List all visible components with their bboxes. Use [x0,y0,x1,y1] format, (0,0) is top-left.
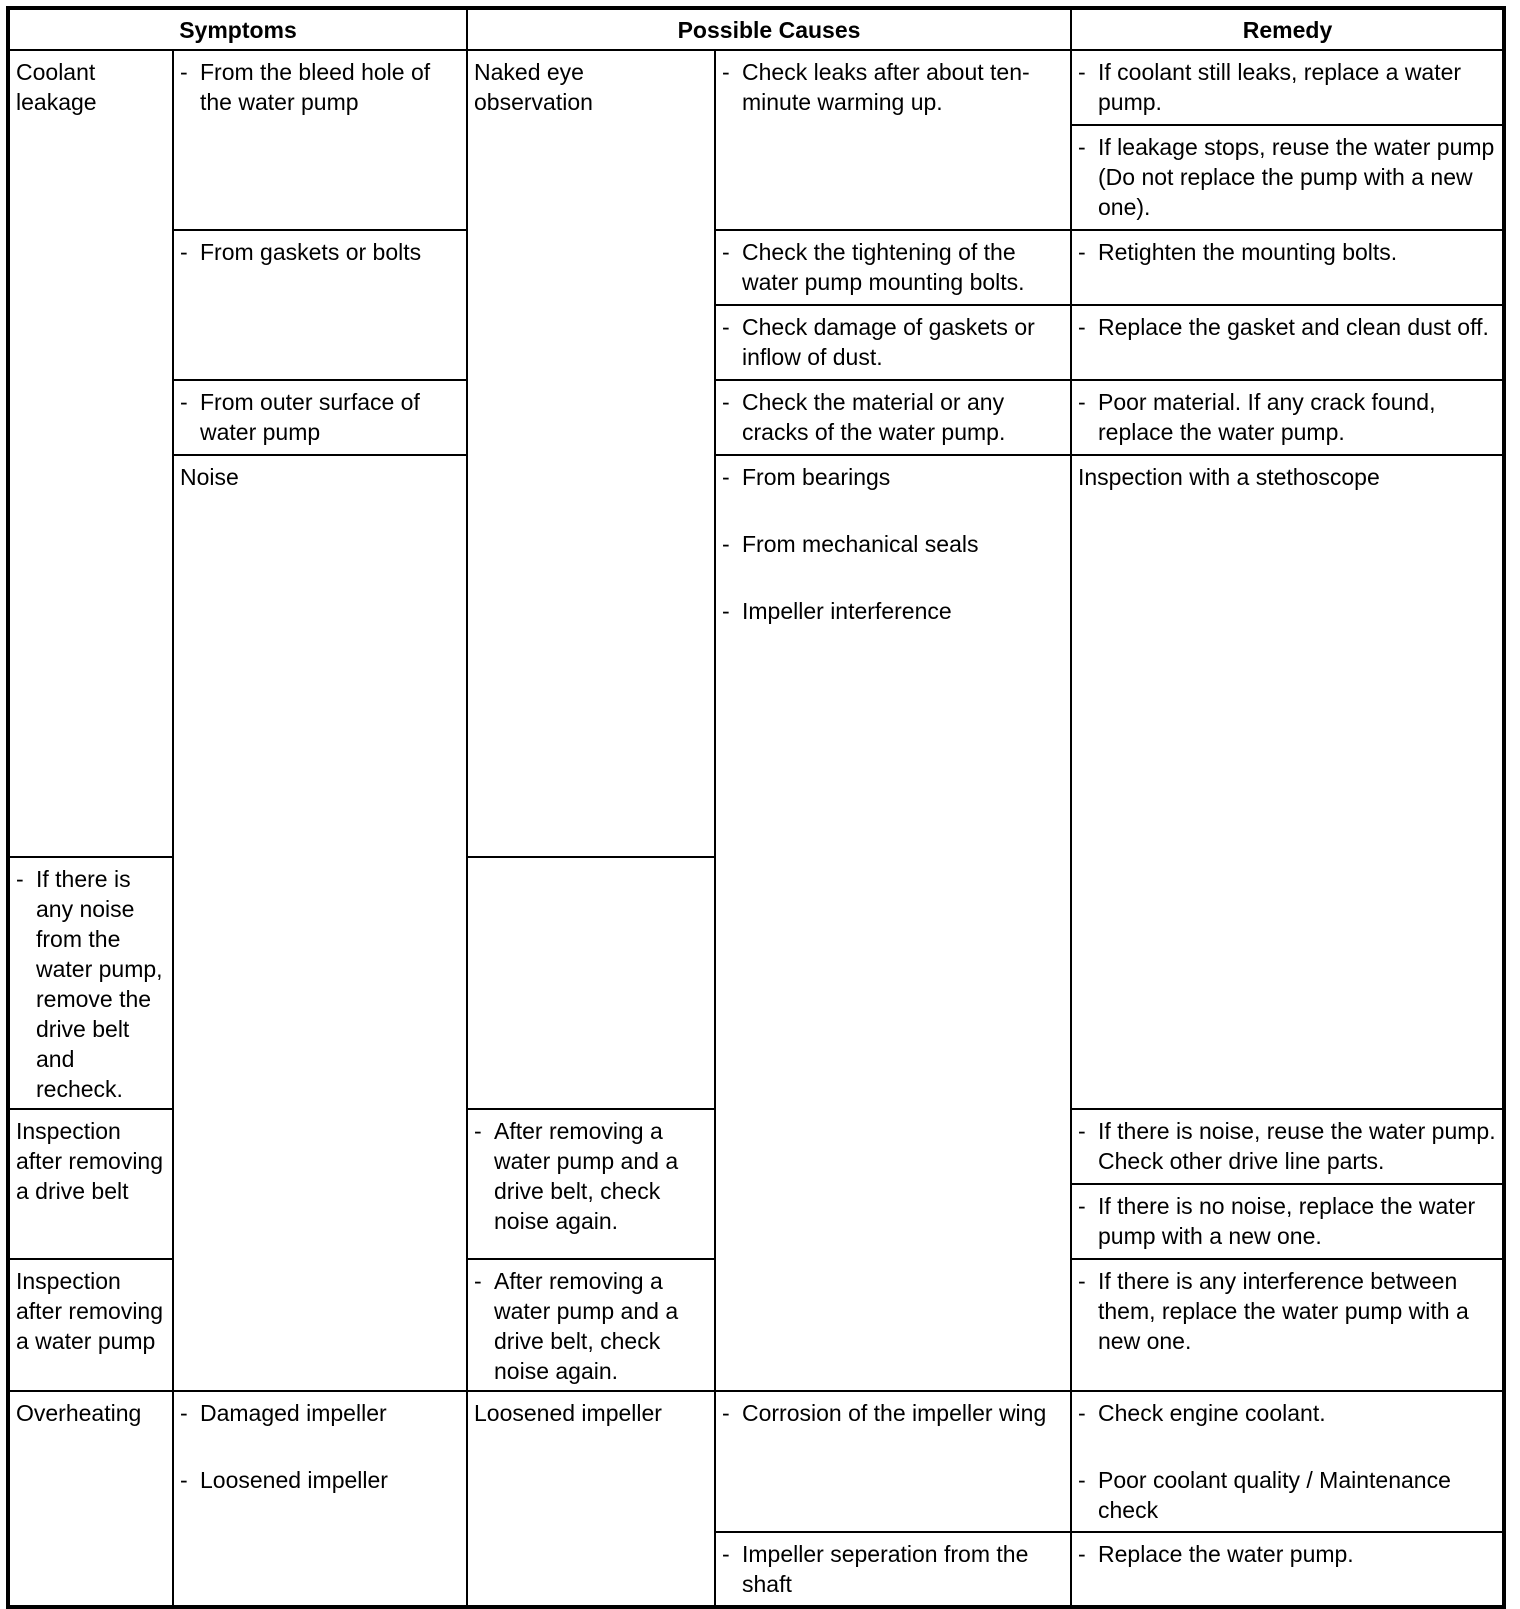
check-item: - Corrosion of the impeller wing [722,1398,1064,1428]
header-symptoms: Symptoms [8,8,467,50]
check-cell [715,380,1071,455]
sub-symptom-cell [715,455,1071,1391]
symptom-noise: Noise [173,455,467,1391]
symptom-overheating: Overheating [8,1391,173,1607]
check-cell [715,230,1071,305]
check-item: - Check the tightening of the water pump mounting bolts. [722,237,1064,297]
remedy-item: - If coolant still leaks, replace a water pump. [1078,57,1497,117]
check-cell [715,1532,1071,1607]
remedy-cell [1071,1532,1504,1607]
remedy-item: - If there is no noise, replace the water pump with a new one. [1078,1191,1497,1251]
check-item: - Check leaks after about ten-minute warming up. [722,57,1064,117]
table-row [8,455,1504,857]
table-row [8,1391,1504,1532]
sub-symptom-item: - From bearings [722,462,1064,492]
sub-symptom-item: - From gaskets or bolts [180,237,460,267]
sub-symptom-item: - Impeller interference [722,596,1064,626]
check-cell [715,1391,1071,1532]
cause-loosened-impeller: Loosened impeller [467,1391,715,1607]
remedy-cell [1071,50,1504,125]
remedy-cell [1071,125,1504,230]
remedy-item: - If there is any interference between them, replace the water pump with a new one. [1078,1266,1497,1356]
cause-water-pump: Inspection after removing a water pump [8,1259,173,1391]
check-item: - After removing a water pump and a drive belt, check noise again. [474,1116,708,1236]
table-row [8,50,1504,125]
sub-symptom-cell [173,230,467,380]
check-item: - Check the material or any cracks of the water pump. [722,387,1064,447]
check-cell [715,305,1071,380]
header-remedy: Remedy [1071,8,1504,50]
remedy-cell [1071,1184,1504,1259]
remedy-cell [1071,1391,1504,1532]
sub-symptom-item: - Loosened impeller [180,1465,460,1495]
sub-symptom-cell [173,380,467,455]
remedy-item: - Replace the water pump. [1078,1539,1497,1569]
remedy-cell [1071,1109,1504,1184]
cause-naked-eye: Naked eye observation [467,50,715,857]
remedy-item: - If there is any noise from the water pump, remove the drive belt and recheck. [16,864,166,1104]
remedy-cell [1071,380,1504,455]
remedy-item: - Retighten the mounting bolts. [1078,237,1497,267]
table-row [8,230,1504,305]
check-item: - After removing a water pump and a drive belt, check noise again. [474,1266,708,1386]
remedy-item: - If leakage stops, reuse the water pump (Do not replace the pump with a new one). [1078,132,1497,222]
check-cell [467,1259,715,1391]
header-possible-causes: Possible Causes [467,8,1071,50]
remedy-item: - Check engine coolant. [1078,1398,1497,1428]
table-row [8,380,1504,455]
check-cell [715,50,1071,230]
remedy-item: - Replace the gasket and clean dust off. [1078,312,1497,342]
sub-symptom-cell [173,1391,467,1607]
symptom-coolant-leakage: Coolant leakage [8,50,173,857]
check-cell [467,1109,715,1259]
cause-drive-belt: Inspection after removing a drive belt [8,1109,173,1259]
remedy-cell [1071,230,1504,305]
sub-symptom-item: - From the bleed hole of the water pump [180,57,460,117]
remedy-cell [1071,305,1504,380]
sub-symptom-item: - Damaged impeller [180,1398,460,1428]
header-row [8,8,1504,50]
check-item: - Impeller seperation from the shaft [722,1539,1064,1599]
remedy-cell [1071,1259,1504,1391]
troubleshooting-table [6,6,1506,1609]
remedy-cell [8,857,173,1109]
check-item: - Check damage of gaskets or inflow of dust. [722,312,1064,372]
remedy-item: - Poor coolant quality / Maintenance check [1078,1465,1497,1525]
sub-symptom-cell [173,50,467,230]
remedy-item: - Poor material. If any crack found, replace the water pump. [1078,387,1497,447]
cause-stethoscope: Inspection with a stethoscope [1071,455,1504,1109]
sub-symptom-item: - From mechanical seals [722,529,1064,559]
sub-symptom-item: - From outer surface of water pump [180,387,460,447]
remedy-item: - If there is noise, reuse the water pump. Check other drive line parts. [1078,1116,1497,1176]
